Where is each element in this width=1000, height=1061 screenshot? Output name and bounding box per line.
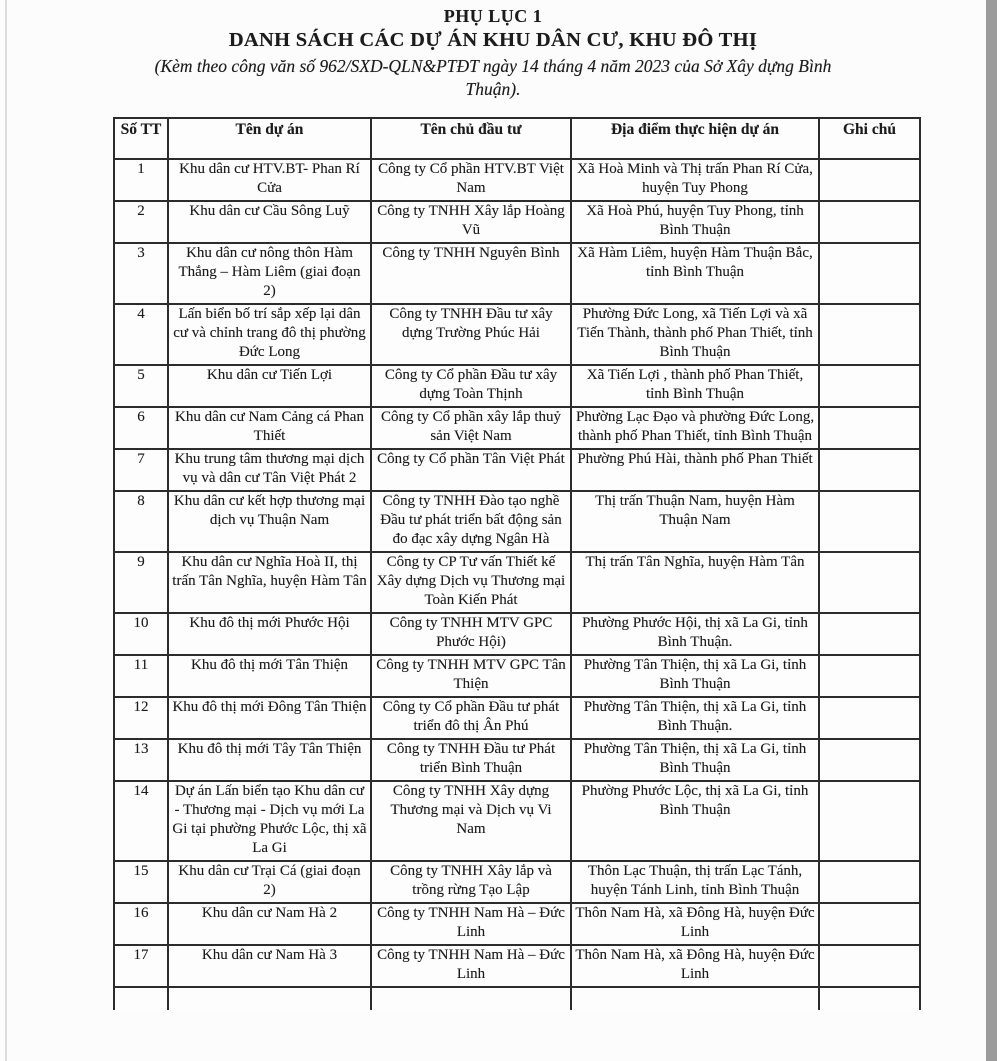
cell-investor: Công ty Cổ phần HTV.BT Việt Nam xyxy=(371,159,571,201)
cell-stt: 12 xyxy=(114,697,168,739)
cell-note xyxy=(819,861,920,903)
cell-location: Thôn Nam Hà, xã Đông Hà, huyện Đức Linh xyxy=(571,945,819,987)
table-row xyxy=(114,159,920,201)
document-header xyxy=(0,5,986,101)
cell-location: Thôn Nam Hà, xã Đông Hà, huyện Đức Linh xyxy=(571,903,819,945)
cell-note xyxy=(819,365,920,407)
projects-table xyxy=(113,117,921,1010)
cell-note xyxy=(819,201,920,243)
table-row xyxy=(114,449,920,491)
cell-note xyxy=(819,159,920,201)
table-row xyxy=(114,304,920,365)
header-note: Ghi chú xyxy=(819,118,920,159)
cell-location: Phường Đức Long, xã Tiến Lợi và xã Tiến Thành, thành phố Phan Thiết, tỉnh Bình Thuận xyxy=(571,304,819,365)
cell-note xyxy=(819,655,920,697)
header-investor: Tên chủ đầu tư xyxy=(371,118,571,159)
table-header-row xyxy=(114,118,920,159)
cell-project: Khu dân cư HTV.BT- Phan Rí Cửa xyxy=(168,159,371,201)
cell-investor: Công ty TNHH Xây lắp và trồng rừng Tạo Lập xyxy=(371,861,571,903)
table-row xyxy=(114,552,920,613)
cell-investor: Công ty TNHH Xây lắp Hoàng Vũ xyxy=(371,201,571,243)
cell-location: Phường Lạc Đạo và phường Đức Long, thành phố Phan Thiết, tỉnh Bình Thuận xyxy=(571,407,819,449)
document-title: DANH SÁCH CÁC DỰ ÁN KHU DÂN CƯ, KHU ĐÔ THỊ xyxy=(228,29,758,51)
header-location: Địa điểm thực hiện dự án xyxy=(571,118,819,159)
cell-stt: 2 xyxy=(114,201,168,243)
cell-stt: 4 xyxy=(114,304,168,365)
scan-edge-left xyxy=(5,0,7,1061)
cell-project: Khu đô thị mới Phước Hội xyxy=(168,613,371,655)
cell-investor: Công ty TNHH Đầu tư xây dựng Trường Phúc Hải xyxy=(371,304,571,365)
cell-project: Khu dân cư Nam Cảng cá Phan Thiết xyxy=(168,407,371,449)
cell-investor: Công ty TNHH Nam Hà – Đức Linh xyxy=(371,945,571,987)
cell-location: Phường Tân Thiện, thị xã La Gi, tỉnh Bình Thuận. xyxy=(571,697,819,739)
cell-project: Lấn biển bố trí sắp xếp lại dân cư và chỉnh trang đô thị phường Đức Long xyxy=(168,304,371,365)
cell-location: Xã Hoà Minh và Thị trấn Phan Rí Cửa, huyện Tuy Phong xyxy=(571,159,819,201)
cell-project xyxy=(168,987,371,1010)
cell-location xyxy=(571,987,819,1010)
cell-stt: 5 xyxy=(114,365,168,407)
cell-stt: 7 xyxy=(114,449,168,491)
cell-project: Khu dân cư Cầu Sông Luỹ xyxy=(168,201,371,243)
appendix-title: PHỤ LỤC 1 xyxy=(443,6,543,26)
cell-location: Xã Hoà Phú, huyện Tuy Phong, tỉnh Bình Thuận xyxy=(571,201,819,243)
cell-project: Khu dân cư Trại Cá (giai đoạn 2) xyxy=(168,861,371,903)
cell-location: Phường Phước Lộc, thị xã La Gi, tỉnh Bình Thuận xyxy=(571,781,819,861)
table-body xyxy=(114,159,920,1010)
cell-note xyxy=(819,243,920,304)
cell-investor: Công ty TNHH MTV GPC Tân Thiện xyxy=(371,655,571,697)
cell-investor: Công ty TNHH Nguyên Bình xyxy=(371,243,571,304)
cell-project: Khu đô thị mới Tây Tân Thiện xyxy=(168,739,371,781)
table-row xyxy=(114,407,920,449)
cell-note xyxy=(819,407,920,449)
cell-location: Phường Tân Thiện, thị xã La Gi, tỉnh Bình Thuận xyxy=(571,655,819,697)
cell-note xyxy=(819,739,920,781)
table-row xyxy=(114,861,920,903)
cell-investor: Công ty Cổ phần Tân Việt Phát xyxy=(371,449,571,491)
cell-note xyxy=(819,304,920,365)
cell-project: Khu dân cư Tiến Lợi xyxy=(168,365,371,407)
header-project: Tên dự án xyxy=(168,118,371,159)
cell-project: Khu đô thị mới Tân Thiện xyxy=(168,655,371,697)
table-row xyxy=(114,365,920,407)
table-row xyxy=(114,655,920,697)
cell-investor: Công ty TNHH MTV GPC Phước Hội) xyxy=(371,613,571,655)
cell-project: Khu đô thị mới Đông Tân Thiện xyxy=(168,697,371,739)
cell-location: Xã Hàm Liêm, huyện Hàm Thuận Bắc, tỉnh Bình Thuận xyxy=(571,243,819,304)
cell-location: Phường Phú Hài, thành phố Phan Thiết xyxy=(571,449,819,491)
cell-stt: 3 xyxy=(114,243,168,304)
cell-location: Phường Tân Thiện, thị xã La Gi, tỉnh Bình Thuận xyxy=(571,739,819,781)
cell-note xyxy=(819,613,920,655)
cell-investor: Công ty Cổ phần xây lắp thuỷ sản Việt Nam xyxy=(371,407,571,449)
cell-project: Khu dân cư nông thôn Hàm Thắng – Hàm Liêm (giai đoạn 2) xyxy=(168,243,371,304)
cell-investor xyxy=(371,987,571,1010)
cell-note xyxy=(819,945,920,987)
cell-investor: Công ty TNHH Nam Hà – Đức Linh xyxy=(371,903,571,945)
cell-stt: 10 xyxy=(114,613,168,655)
table-row xyxy=(114,697,920,739)
table-row xyxy=(114,945,920,987)
cell-project: Khu dân cư Nam Hà 3 xyxy=(168,945,371,987)
cell-stt: 6 xyxy=(114,407,168,449)
table-row xyxy=(114,781,920,861)
cell-project: Khu dân cư Nghĩa Hoà II, thị trấn Tân Nghĩa, huyện Hàm Tân xyxy=(168,552,371,613)
table-row xyxy=(114,739,920,781)
cell-location: Phường Phước Hội, thị xã La Gi, tỉnh Bình Thuận. xyxy=(571,613,819,655)
cell-stt: 8 xyxy=(114,491,168,552)
cell-location: Thị trấn Tân Nghĩa, huyện Hàm Tân xyxy=(571,552,819,613)
cell-note xyxy=(819,697,920,739)
document-subtitle: (Kèm theo công văn số 962/SXD-QLN&PTĐT ngày 14 tháng 4 năm 2023 của Sở Xây dựng Bình Thuận). xyxy=(154,56,832,99)
cell-project: Khu trung tâm thương mại dịch vụ và dân cư Tân Việt Phát 2 xyxy=(168,449,371,491)
cell-location: Thị trấn Thuận Nam, huyện Hàm Thuận Nam xyxy=(571,491,819,552)
table-row xyxy=(114,243,920,304)
table-row xyxy=(114,201,920,243)
cell-note xyxy=(819,903,920,945)
cell-note xyxy=(819,449,920,491)
cell-investor: Công ty TNHH Đầu tư Phát triển Bình Thuận xyxy=(371,739,571,781)
cell-investor: Công ty TNHH Đào tạo nghề Đầu tư phát triển bất động sản đo đạc xây dựng Ngân Hà xyxy=(371,491,571,552)
cell-location: Thôn Lạc Thuận, thị trấn Lạc Tánh, huyện Tánh Linh, tỉnh Bình Thuận xyxy=(571,861,819,903)
table-row xyxy=(114,903,920,945)
cell-investor: Công ty Cổ phần Đầu tư xây dựng Toàn Thịnh xyxy=(371,365,571,407)
table-row xyxy=(114,613,920,655)
cell-project: Dự án Lấn biển tạo Khu dân cư - Thương mại - Dịch vụ mới La Gi tại phường Phước Lộc, thị xã La Gi xyxy=(168,781,371,861)
cell-stt: 13 xyxy=(114,739,168,781)
cell-investor: Công ty TNHH Xây dựng Thương mại và Dịch vụ Vi Nam xyxy=(371,781,571,861)
header-stt: Số TT xyxy=(114,118,168,159)
cell-stt: 11 xyxy=(114,655,168,697)
cell-note xyxy=(819,552,920,613)
cell-stt: 15 xyxy=(114,861,168,903)
cell-stt: 9 xyxy=(114,552,168,613)
cell-project: Khu dân cư Nam Hà 2 xyxy=(168,903,371,945)
cell-location: Xã Tiến Lợi , thành phố Phan Thiết, tỉnh Bình Thuận xyxy=(571,365,819,407)
cell-stt: 16 xyxy=(114,903,168,945)
cell-note xyxy=(819,781,920,861)
table-row xyxy=(114,987,920,1010)
cell-note xyxy=(819,987,920,1010)
cell-investor: Công ty Cổ phần Đầu tư phát triển đô thị Ân Phú xyxy=(371,697,571,739)
cell-stt: 1 xyxy=(114,159,168,201)
table-row xyxy=(114,491,920,552)
scan-edge-right xyxy=(986,0,997,1061)
cell-stt xyxy=(114,987,168,1010)
cell-investor: Công ty CP Tư vấn Thiết kế Xây dựng Dịch vụ Thương mại Toàn Kiến Phát xyxy=(371,552,571,613)
cell-note xyxy=(819,491,920,552)
cell-stt: 17 xyxy=(114,945,168,987)
cell-stt: 14 xyxy=(114,781,168,861)
cell-project: Khu dân cư kết hợp thương mại dịch vụ Thuận Nam xyxy=(168,491,371,552)
